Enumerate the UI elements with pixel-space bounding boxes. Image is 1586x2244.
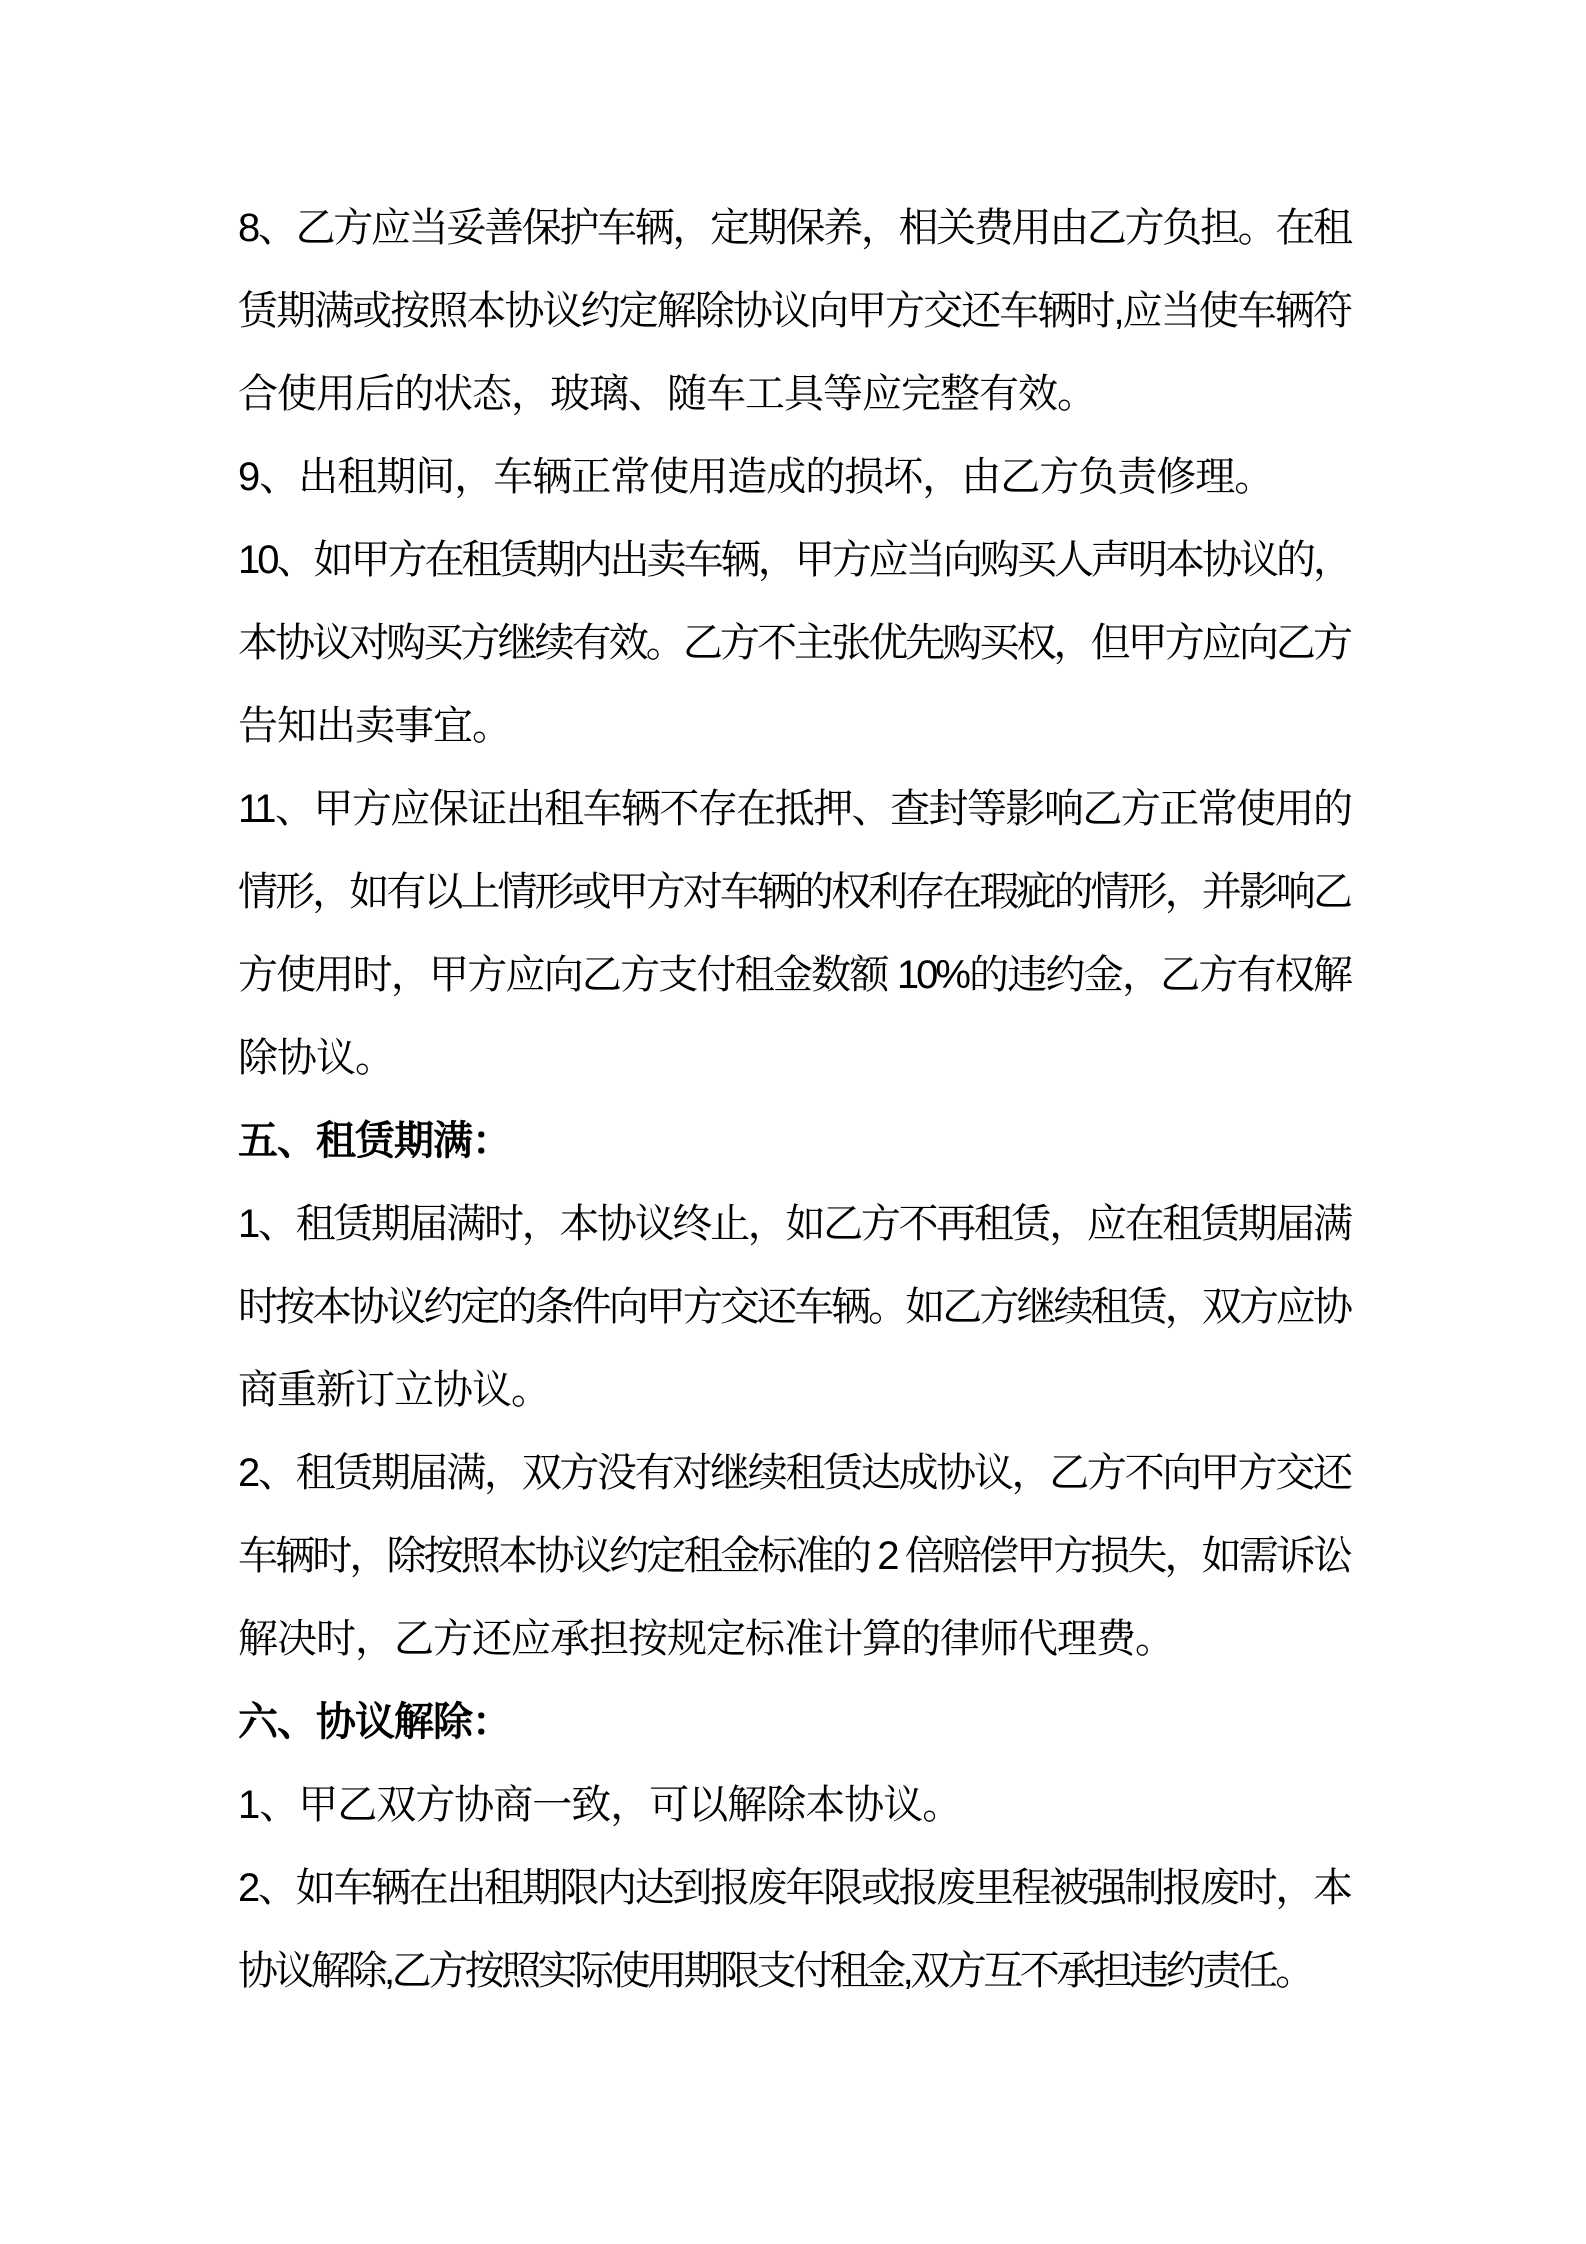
- clause-line: 协议解除,乙方按照实际使用期限支付租金,双方互不承担违约责任。: [238, 1949, 1312, 1993]
- clause-line: 本协议对购买方继续有效。乙方不主张优先购买权，但甲方应向乙方: [238, 621, 1350, 665]
- clause-line: 1、甲乙双方协商一致，可以解除本协议。: [238, 1783, 962, 1827]
- clause-line: 告知出卖事宜。: [238, 704, 511, 748]
- contract-body: [238, 187, 1350, 2013]
- clause-line: 商重新订立协议。: [238, 1368, 550, 1412]
- clause-line: 10、如甲方在租赁期内出卖车辆，甲方应当向购买人声明本协议的，: [238, 538, 1350, 582]
- clause-line: 时按本协议约定的条件向甲方交还车辆。如乙方继续租赁，双方应协: [238, 1285, 1350, 1329]
- section-heading: 五、租赁期满：: [238, 1119, 511, 1163]
- clause-line: 11、甲方应保证出租车辆不存在抵押、查封等影响乙方正常使用的: [238, 787, 1350, 831]
- clause-line: 1、租赁期届满时，本协议终止，如乙方不再租赁，应在租赁期届满: [238, 1202, 1350, 1246]
- clause-line: 9、出租期间，车辆正常使用造成的损坏，由乙方负责修理。: [238, 455, 1274, 499]
- clause-line: 车辆时，除按照本协议约定租金标准的 2 倍赔偿甲方损失，如需诉讼: [238, 1534, 1350, 1578]
- clause-line: 情形，如有以上情形或甲方对车辆的权利存在瑕疵的情形，并影响乙: [238, 870, 1350, 914]
- clause-line: 方使用时，甲方应向乙方支付租金数额 10%的违约金，乙方有权解: [238, 953, 1350, 997]
- clause-line: 2、如车辆在出租期限内达到报废年限或报废里程被强制报废时，本: [238, 1866, 1350, 1910]
- section-heading: 六、协议解除：: [238, 1700, 511, 1744]
- clause-line: 合使用后的状态，玻璃、随车工具等应完整有效。: [238, 372, 1096, 416]
- clause-line: 2、租赁期届满，双方没有对继续租赁达成协议，乙方不向甲方交还: [238, 1451, 1350, 1495]
- clause-line: 解决时，乙方还应承担按规定标准计算的律师代理费。: [238, 1617, 1174, 1661]
- clause-line: 8、乙方应当妥善保护车辆，定期保养，相关费用由乙方负担。在租: [238, 206, 1350, 250]
- clause-line: 赁期满或按照本协议约定解除协议向甲方交还车辆时,应当使车辆符: [238, 289, 1350, 333]
- clause-line: 除协议。: [238, 1036, 394, 1080]
